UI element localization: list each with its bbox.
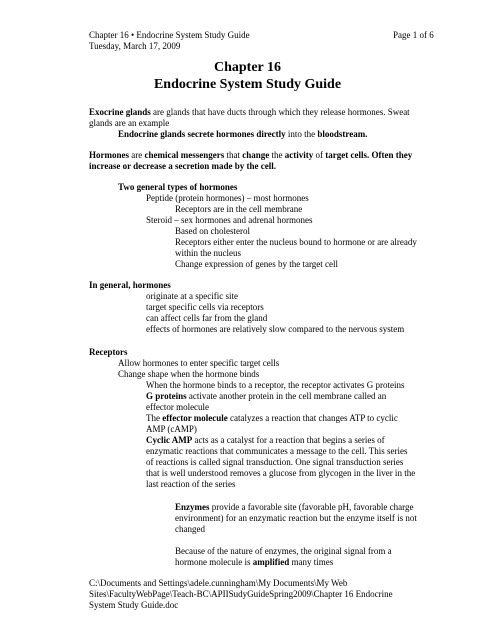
exocrine-line-1: Exocrine glands are glands that have ducts through which they release hormones. Sweat [89, 107, 410, 117]
peptide-item: Peptide (protein hormones) – most hormones [146, 193, 309, 203]
steroid-subitem-1: Based on cholesterol [175, 226, 250, 236]
header-date: Tuesday, March 17, 2009 [89, 41, 181, 51]
endocrine-definition: Endocrine glands secrete hormones directly into the bloodstream. [118, 129, 368, 139]
running-header-title: Chapter 16 • Endocrine System Study Guide [89, 30, 250, 40]
amplification-line-2: hormone molecule is amplified many times [175, 557, 334, 567]
peptide-subitem: Receptors are in the cell membrane [175, 204, 303, 214]
steroid-subitem-3: within the nucleus [175, 248, 241, 258]
types-heading: Two general types of hormones [118, 182, 238, 192]
general-heading: In general, hormones [89, 280, 171, 290]
footer-path-line-2: Sites\FacultyWebPage\Teach-BC\APIISudyGuideSpring2009\Chapter 16 Endocrine [89, 589, 393, 599]
receptors-line-8: Cyclic AMP acts as a catalyst for a reaction that begins a series of [146, 435, 385, 445]
footer-path-line-3: System Study Guide.doc [89, 600, 179, 610]
general-item-3: can affect cells far from the gland [146, 313, 268, 323]
receptors-line-9: enzymatic reactions that communicates a message to the cell. This series [146, 446, 408, 456]
enzymes-line-2: environment) for an enzymatic reaction but the enzyme itself is not [175, 513, 417, 523]
steroid-item: Steroid – sex hormones and adrenal hormones [146, 215, 313, 225]
general-item-2: target specific cells via receptors [146, 302, 264, 312]
receptors-line-7: AMP (cAMP) [146, 424, 197, 434]
general-item-1: originate at a specific site [146, 291, 238, 301]
exocrine-line-2: glands are an example [89, 118, 170, 128]
receptors-item-1: Allow hormones to enter specific target cells [118, 358, 280, 368]
general-item-4: effects of hormones are relatively slow compared to the nervous system [146, 324, 405, 334]
enzymes-line-1: Enzymes provide a favorable site (favorable pH, favorable charge [175, 502, 414, 512]
page-number: Page 1 of 6 [393, 30, 434, 40]
receptors-line-11: that is well understood removes a glucose from glycogen in the liver in the [146, 468, 416, 478]
receptors-heading: Receptors [89, 347, 128, 357]
receptors-line-5: effector molecule [146, 402, 210, 412]
hormones-definition-line-1: Hormones are chemical messengers that change the activity of target cells. Often they [89, 150, 413, 160]
steroid-subitem-4: Change expression of genes by the target cell [175, 259, 339, 269]
receptors-line-3: When the hormone binds to a receptor, the receptor activates G proteins [146, 380, 405, 390]
receptors-line-12: last reaction of the series [146, 479, 236, 489]
hormones-definition-line-2: increase or decrease a secretion made by the cell. [89, 161, 277, 171]
receptors-line-6: The effector molecule catalyzes a reaction that changes ATP to cyclic [146, 413, 398, 423]
receptors-line-10: of reactions is called signal transduction. One signal transduction series [146, 457, 404, 467]
chapter-title: Chapter 16 [213, 60, 282, 75]
amplification-line-1: Because of the nature of enzymes, the original signal from a [175, 546, 392, 556]
document-title: Endocrine System Study Guide [153, 77, 342, 92]
steroid-subitem-2: Receptors either enter the nucleus bound to hormone or are already [175, 237, 417, 247]
receptors-item-2: Change shape when the hormone binds [118, 369, 260, 379]
footer-path-line-1: C:\Documents and Settings\adele.cunningham\My Documents\My Web [89, 578, 348, 588]
enzymes-line-3: changed [175, 524, 205, 534]
receptors-line-4: G proteins activate another protein in the cell membrane called an [146, 391, 387, 401]
